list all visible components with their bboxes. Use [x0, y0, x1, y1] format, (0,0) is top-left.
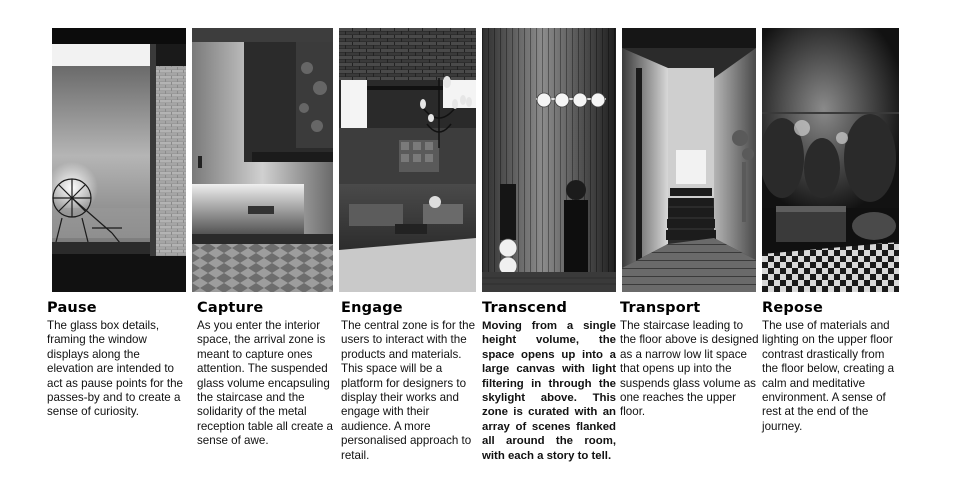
column-title: Pause	[47, 300, 97, 316]
column-text: The glass box details, framing the window displays along the elevation are intended to act as pause points for the passes-by and to create a sense of curiosity.	[47, 319, 183, 419]
column-text: As you enter the interior space, the arrival zone is meant to capture ones attention. The suspended glass volume encapsuling the staircase and the solidarity of the metal reception table all create a sense of awe.	[197, 319, 333, 448]
column-title: Engage	[341, 300, 403, 316]
column-pause	[47, 298, 189, 420]
render-repose	[762, 28, 899, 292]
column-title: Transcend	[482, 300, 568, 316]
render-pause	[52, 28, 186, 292]
column-text: Moving from a single height volume, the space opens up into a large canvas with light filtering in through the skylight above. This zone is curated with an array of scenes flanked all around the room, with each a story to tell.	[482, 320, 616, 462]
column-transcend	[482, 298, 616, 463]
column-repose	[762, 298, 902, 434]
render-transport	[622, 28, 756, 292]
column-text: The staircase leading to the floor above is designed as a narrow low lit space that opens up into the suspends glass volume as one reaches the upper floor.	[620, 319, 759, 419]
column-transport	[620, 298, 760, 420]
column-engage	[341, 298, 477, 463]
column-text: The central zone is for the users to interact with the products and materials. This space will be a platform for designers to display their works and engage with their audience. A more personalised approach to retail.	[341, 319, 476, 462]
render-capture	[192, 28, 333, 292]
render-transcend	[482, 28, 616, 292]
column-capture	[197, 298, 334, 449]
column-text: The use of materials and lighting on the upper floor contrast drastically from the floor below, creating a calm and meditative environment. A sense of rest at the end of the journey.	[762, 319, 895, 433]
column-title: Repose	[762, 300, 824, 316]
column-title: Transport	[620, 300, 701, 316]
column-title: Capture	[197, 300, 264, 316]
render-engage	[339, 28, 476, 292]
